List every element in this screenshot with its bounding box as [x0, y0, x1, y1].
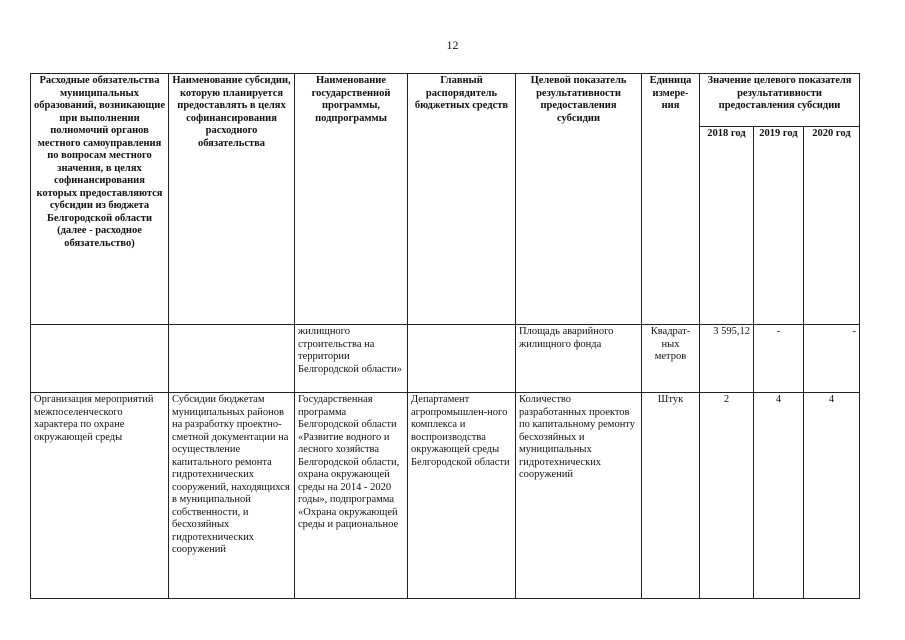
page-number: 12: [446, 38, 459, 52]
header-year-2020: 2020 год: [804, 127, 860, 325]
header-target-indicator: Целевой показатель результативности предоставления субсидии: [516, 74, 642, 325]
cell-indicator: Площадь аварийного жилищного фонда: [516, 325, 642, 393]
header-year-2018: 2018 год: [700, 127, 754, 325]
cell-unit: Штук: [642, 393, 700, 599]
table-row: [31, 393, 860, 599]
cell-indicator: Количество разработанных проектов по капитальному ремонту бесхозяйных и муниципальных гидротехнических сооружений: [516, 393, 642, 599]
subsidy-table: [30, 73, 860, 599]
header-subsidy-name: Наименование субсидии, которую планируется предоставлять в целях софинансирования расходного обязательства: [169, 74, 295, 325]
cell-value-2018: 3 595,12: [700, 325, 754, 393]
cell-value-2019: -: [754, 325, 804, 393]
cell-obligation: Организация мероприятий межпоселенческого характера по охране окружающей среды: [31, 393, 169, 599]
cell-program: Государственная программа Белгородской области «Развитие водного и лесного хозяйства Белгородской области, охрана окружающей среды на 2014 - 2020 годы», подпрограмма «Охрана окружающей среды и рациональное: [295, 393, 408, 599]
table-row: [31, 325, 860, 393]
cell-value-2020: -: [804, 325, 860, 393]
header-year-2019: 2019 год: [754, 127, 804, 325]
header-budget-manager: Главный распорядитель бюджетных средств: [408, 74, 516, 325]
cell-value-2020: 4: [804, 393, 860, 599]
cell-manager: Департамент агропромышлен-ного комплекса и воспроизводства окружающей среды Белгородской области: [408, 393, 516, 599]
cell-manager: [408, 325, 516, 393]
cell-value-2018: 2: [700, 393, 754, 599]
cell-subsidy: [169, 325, 295, 393]
header-program-name: Наименование государственной программы, подпрограммы: [295, 74, 408, 325]
cell-obligation: [31, 325, 169, 393]
cell-program: жилищного строительства на территории Белгородской области»: [295, 325, 408, 393]
header-expense-obligations: Расходные обязательства муниципальных образований, возникающие при выполнении полномочий органов местного самоуправления по вопросам местного значения, в целях софинансирования которых предоставляются субсидии из бюджета Белгородской области (далее - расходное обязательство): [31, 74, 169, 325]
cell-unit: Квадрат-ных метров: [642, 325, 700, 393]
cell-value-2019: 4: [754, 393, 804, 599]
header-unit: Единица измере-ния: [642, 74, 700, 325]
cell-subsidy: Субсидии бюджетам муниципальных районов на разработку проектно-сметной документации на осуществление капитального ремонта гидротехнических сооружений, находящихся в муниципальной собственности, и бесхозяйных гидротехнических сооружений: [169, 393, 295, 599]
header-indicator-value: Значение целевого показателя результативности предоставления субсидии: [700, 74, 860, 127]
